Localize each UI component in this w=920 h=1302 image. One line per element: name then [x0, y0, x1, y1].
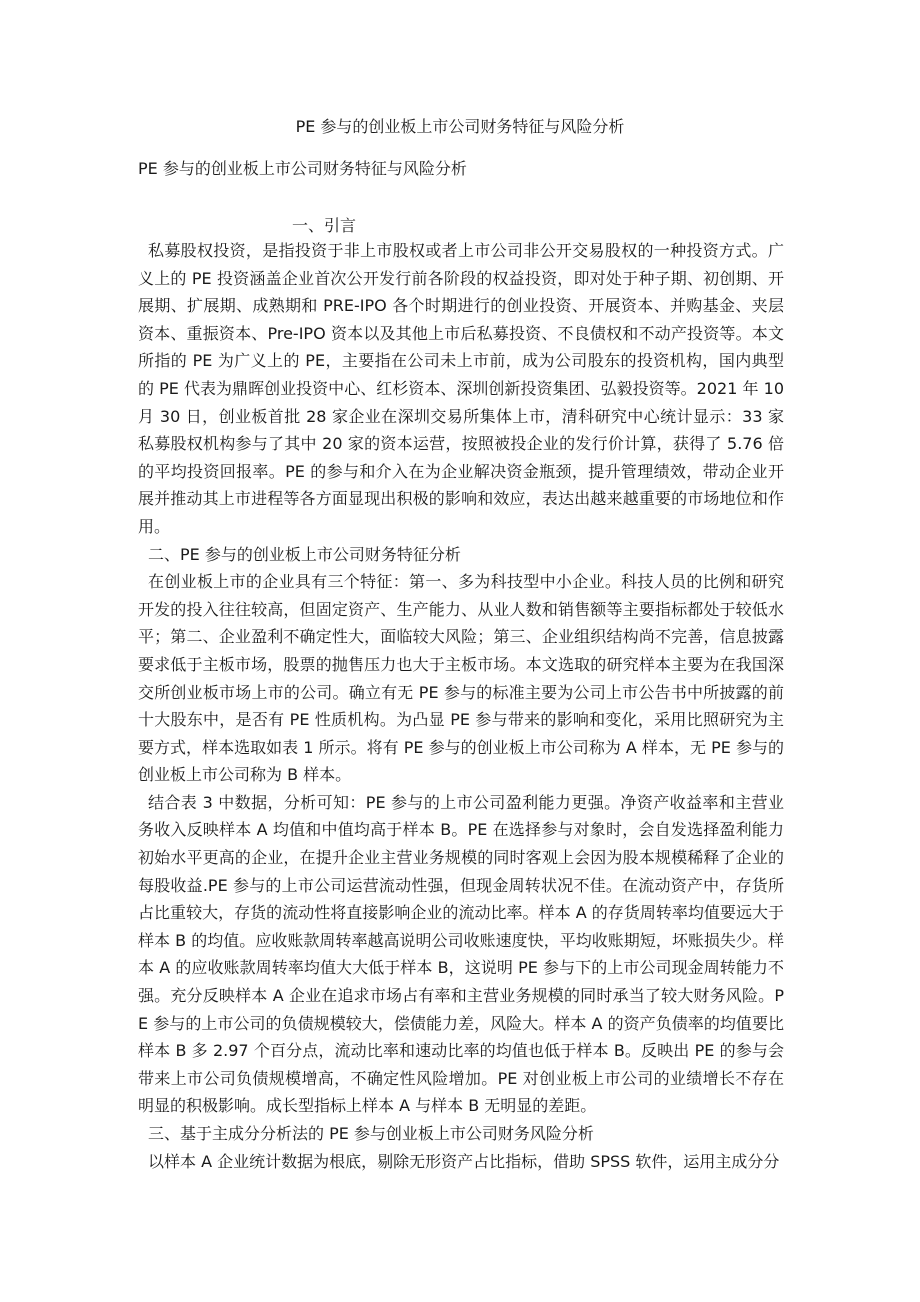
document-body [138, 237, 784, 1175]
paragraph-features-2: 结合表 3 中数据，分析可知：PE 参与的上市公司盈利能力更强。净资产收益率和主营业务收入反映样本 A 均值和中值均高于样本 B。PE 在选择参与对象时，会自发选择盈利能力初始水平更高的企业，在提升企业主营业务规模的同时客观上会因为股本规模稀释了企业的每股收益.PE 参与的上市公司运营流动性强，但现金周转状况不佳。在流动资产中，存货所占比重较大，存货的流动性将直接影响企业的流动比率。样本 A 的存货周转率均值要远大于样本 B 的均值。应收账款周转率越高说明公司收账速度快，平均收账期短，坏账损失少。样本 A 的应收账款周转率均值大大低于样本 B，这说明 PE 参与下的上市公司现金周转能力不强。充分反映样本 A 企业在追求市场占有率和主营业务规模的同时承当了较大财务风险。PE 参与的上市公司的负债规模较大，偿债能力差，风险大。样本 A 的资产负债率的均值要比样本 B 多 2.97 个百分点，流动比率和速动比率的均值也低于样本 B。反映出 PE 的参与会带来上市公司负债规模增高，不确定性风险增加。PE 对创业板上市公司的业绩增长不存在明显的积极影响。成长型指标上样本 A 与样本 B 无明显的差距。 [138, 792, 784, 1116]
section-heading-risk: 三、基于主成分分析法的 PE 参与创业板上市公司财务风险分析 [148, 1124, 594, 1143]
document-title: PE 参与的创业板上市公司财务特征与风险分析 [295, 117, 625, 136]
paragraph-risk: 以样本 A 企业统计数据为根底，剔除无形资产占比指标，借助 SPSS 软件，运用主成分分 [148, 1151, 780, 1171]
section-heading-intro: 一、引言 [292, 216, 357, 235]
paragraph-features-1: 在创业板上市的企业具有三个特征：第一、多为科技型中小企业。科技人员的比例和研究开发的投入往往较高，但固定资产、生产能力、从业人数和销售额等主要指标都处于较低水平；第二、企业盈利不确定性大，面临较大风险；第三、企业组织结构尚不完善，信息披露要求低于主板市场，股票的抛售压力也大于主板市场。本文选取的研究样本主要为在我国深交所创业板市场上市的公司。确立有无 PE 参与的标准主要为公司上市公告书中所披露的前十大股东中，是否有 PE 性质机构。为凸显 PE 参与带来的影响和变化，采用比照研究为主要方式，样本选取如表 1 所示。将有 PE 参与的创业板上市公司称为 A 样本，无 PE 参与的创业板上市公司称为 B 样本。 [138, 572, 784, 785]
document-subtitle: PE 参与的创业板上市公司财务特征与风险分析 [138, 159, 467, 178]
section-heading-features: 二、PE 参与的创业板上市公司财务特征分析 [148, 544, 461, 564]
paragraph-intro: 私募股权投资，是指投资于非上市股权或者上市公司非公开交易股权的一种投资方式。广义上的 PE 投资涵盖企业首次公开发行前各阶段的权益投资，即对处于种子期、初创期、开展期、扩展期、成熟期和 PRE-IPO 各个时期进行的创业投资、开展资本、并购基金、夹层资本、重振资本、Pre-IPO 资本以及其他上市后私募投资、不良债权和不动产投资等。本文所指的 PE 为广义上的 PE，主要指在公司未上市前，成为公司股东的投资机构，国内典型的 PE 代表为鼎晖创业投资中心、红杉资本、深圳创新投资集团、弘毅投资等。2021 年 10 月 30 日，创业板首批 28 家企业在深圳交易所集体上市，清科研究中心统计显示：33 家私募股权机构参与了其中 20 家的资本运营，按照被投企业的发行价计算，获得了 5.76 倍的平均投资回报率。PE 的参与和介入在为企业解决资金瓶颈，提升管理绩效，带动企业开展并推动其上市进程等各方面显现出积极的影响和效应，表达出越来越重要的市场地位和作用。 [138, 241, 784, 536]
